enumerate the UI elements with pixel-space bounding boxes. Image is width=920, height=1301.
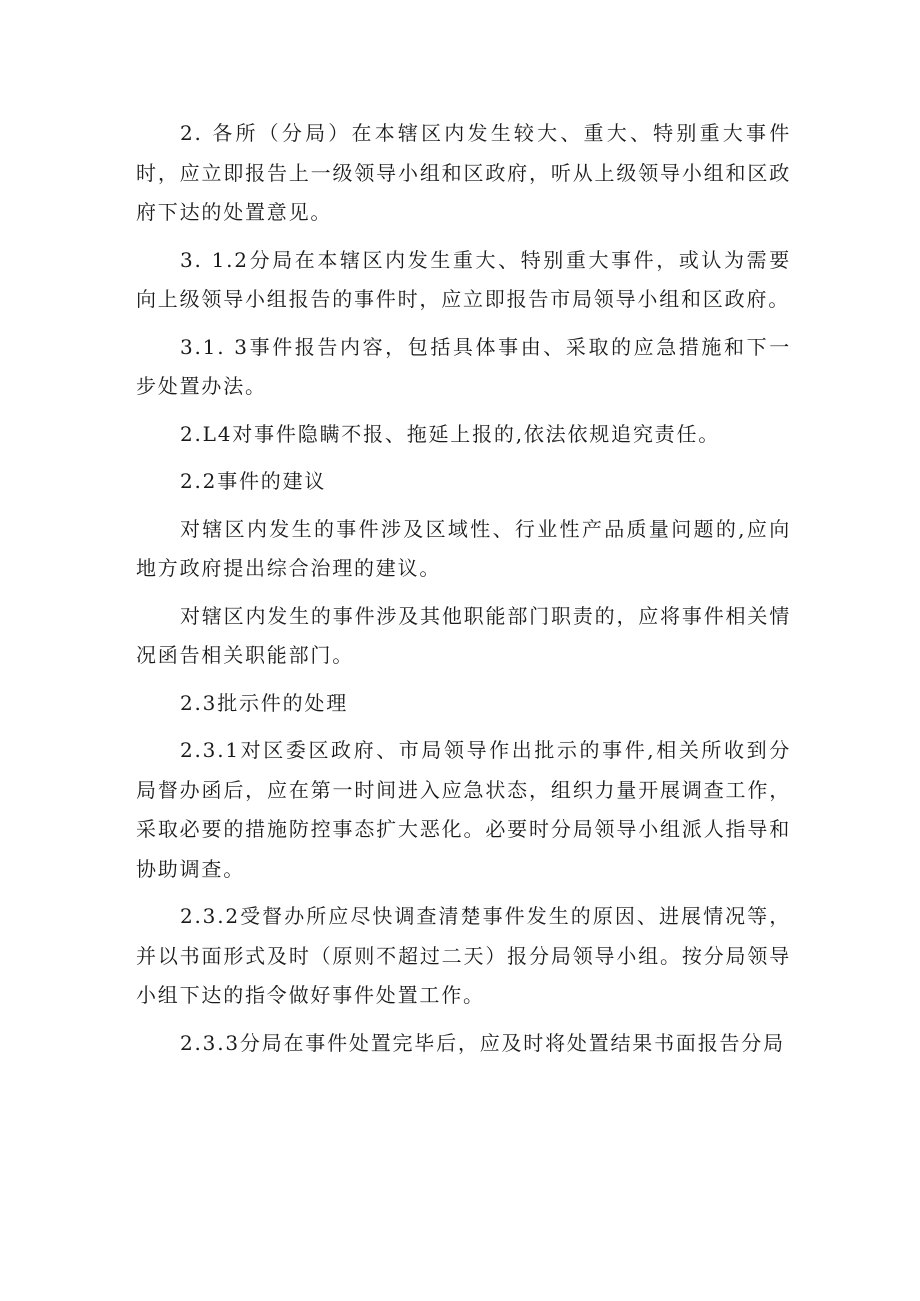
paragraph-regional-quality: 对辖区内发生的事件涉及区域性、行业性产品质量问题的,应向地方政府提出综合治理的建议。: [136, 516, 791, 580]
document-body: [136, 114, 791, 1071]
section-heading-instructions: 2.3批示件的处理: [180, 690, 349, 715]
section-heading-suggestions: 2.2事件的建议: [180, 469, 327, 493]
paragraph-report-upper-level: 2. 各所（分局）在本辖区内发生较大、重大、特别重大事件时，应立即报告上一级领导小组和区政府，听从上级领导小组和区政府下达的处置意见。: [136, 121, 791, 224]
paragraph-accountability: 2.L4对事件隐瞒不报、拖延上报的,依法依规追究责任。: [180, 421, 721, 446]
paragraph-result-report: 2.3.3分局在事件处置完毕后，应及时将处置结果书面报告分局: [180, 1030, 785, 1055]
paragraph-branch-report: 3. 1.2分局在本辖区内发生重大、特别重大事件，或认为需要向上级领导小组报告的事件时，应立即报告市局领导小组和区政府。: [136, 247, 791, 311]
paragraph-instruction-handling: 2.3.1对区委区政府、市局领导作出批示的事件,相关所收到分局督办函后，应在第一时间进入应急状态，组织力量开展调查工作，采取必要的措施防控事态扩大恶化。必要时分局领导小组派人指导和协助调查。: [136, 738, 791, 881]
paragraph-report-content: 3.1. 3事件报告内容，包括具体事由、采取的应急措施和下一步处置办法。: [136, 334, 791, 398]
paragraph-other-departments: 对辖区内发生的事件涉及其他职能部门职责的，应将事件相关情况函告相关职能部门。: [136, 603, 791, 667]
paragraph-investigation: 2.3.2受督办所应尽快调查清楚事件发生的原因、进展情况等，并以书面形式及时（原则不超过二天）报分局领导小组。按分局领导小组下达的指令做好事件处置工作。: [136, 904, 791, 1007]
